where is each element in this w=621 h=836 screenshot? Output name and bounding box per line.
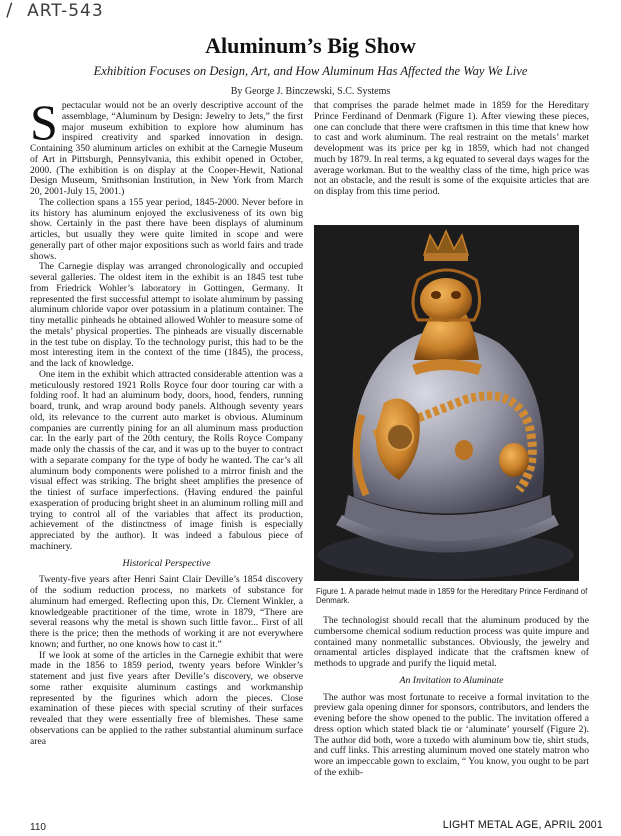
handwritten-annotation [0, 0, 104, 22]
figure-caption: Figure 1. A parade helmut made in 1859 for the Hereditary Prince Ferdinand of Denmark. [316, 587, 588, 605]
page-number: 110 [30, 822, 46, 833]
paragraph: that comprises the parade helmet made in 1859 for the Hereditary Prince Ferdinand of Denmark (Figure 1). After viewing these pieces, one can conclude that there were craftsmen in this time that knew how to cast and work aluminum. The real restraint on the metals’ market development was its price per kg in 1859, which had not changed much by 1879. In real terms, a kg equated to several days wages for the average workman. But to the wealthy class of the time, high price was not an obstacle, and the result is some of the exquisite articles that are on display from this time period. [314, 100, 589, 197]
section-heading-historical: Historical Perspective [122, 557, 211, 569]
paragraph: The technologist should recall that the aluminum produced by the cumbersome chemical sodium reduction process was quite impure and contained many nonmetallic substances. Obviously, the jewelry and ornamental articles displayed indicate that the craftsmen knew of methods to upgrade and purify the liquid metal. [314, 615, 589, 669]
article-byline: By George J. Binczewski, S.C. Systems [230, 86, 391, 97]
article-title: Aluminum’s Big Show [205, 33, 416, 58]
section-heading-invitation: An Invitation to Aluminate [399, 674, 504, 686]
handwritten-label: ART-543 [27, 1, 104, 21]
left-column [30, 94, 303, 747]
figure-helmet-photo [314, 225, 579, 581]
paragraph: Twenty-five years after Henri Saint Clair Deville’s 1854 discovery of the sodium reduction process, no markets of substance for aluminum had emerged. Reflecting upon this, Dr. Clement Winkler, a knowledgeable practitioner of the time, wrote in 1879, “There are several reasons why the metal is shown such little favor... First of all there is the price; then the methods of working it are not everywhere known; and further, no one knows how to cast it.” [30, 574, 303, 650]
drop-cap: S [30, 94, 58, 150]
article-subtitle: Exhibition Focuses on Design, Art, and How Aluminum Has Affected the Way We Live [93, 64, 528, 78]
paragraph: If we look at some of the articles in the Carnegie exhibit that were made in the 1856 to 1859 period, twenty years before Winkler’s statement and just five years after Deville’s discovery, we observe some rather exquisite aluminum castings and workmanship represented by the figurines which adorn the pieces. Close examination of these pieces with special scrutiny of their surfaces revealed that they were essentially free of blemishes. These same observations can be applied to the rather substantial aluminum surface area [30, 649, 303, 747]
handwritten-mark: \ [0, 0, 19, 22]
paragraph-intro-text: pectacular would not be an overly descriptive account of the assemblage, “Aluminum by Design: Jewelry to Jets,” the first major museum exhibition to explore how aluminum has inspired creativity and sparked innovation in design. Containing 350 aluminum articles on exhibit at the Carnegie Museum of Art in Pittsburgh, Pennsylvania, this exhibit opened in October, 2000. (The exhibition is on display at the Cooper-Hewit, National Design Museum, Smithsonian Institution, in New York from March 20, 2001-July 15, 2001.) [30, 100, 303, 197]
paragraph: One item in the exhibit which attracted considerable attention was a meticulously restored 1921 Rolls Royce four door touring car with a folding roof. It had an aluminum body, doors, hood, fenders, running board, trunk, and wrap around body panels. Although seventy years old, its relevance to the current auto market is obvious. Aluminum companies are currently pining for an all aluminum mass production car. In the early part of the 20th century, the Rolls Royce Company made only the chassis of the car, and it was up to the buyer to contract with a separate company for the type of body he wanted. The car’s all aluminum body components were polished to a mirror finish and the visual effect was striking. The bright sheet amplifies the presence of the tiniest of surface imperfections. (Having endured the painful exasperation of producing bright sheet in an aluminum rolling mill and trying to control all of the variables that affect its production, achievement of the distinctness of image finish is especially appreciated by the author). It was indeed a fabulous piece of machinery. [30, 368, 303, 552]
right-column-bottom [314, 616, 589, 779]
paragraph: The author was most fortunate to receive a formal invitation to the preview gala opening dinner for sponsors, contributors, and lenders the evening before the show opened to the public. The invitation offered a dress option which stated black tie or ‘aluminate’ yourself (Figure 2). The author did both, wore a tuxedo with aluminum bow tie, shirt studs, and cuff links. This arresting aluminum moved one stately matron who wore an impeccable gown to exclaim, “ You know, you ought to be part of the exhib- [314, 691, 589, 778]
paragraph-intro [30, 94, 303, 198]
right-column-top [314, 101, 589, 198]
journal-footer: LIGHT METAL AGE, APRIL 2001 [442, 819, 603, 831]
paragraph: The collection spans a 155 year period, 1845-2000. Never before in its history has aluminum enjoyed the exclusiveness of its own big show. Certainly in the past there have been displays of aluminum articles, but usually they were quite limited in scope and were generally part of other major expositions such as world fairs and trade shows. [30, 196, 303, 262]
paragraph: The Carnegie display was arranged chronologically and occupied several galleries. The oldest item in the exhibit is an 1845 test tube from Friedrick Wohler’s laboratory in Gottingen, Germany. It represented the first successful attempt to isolate aluminum by passing aluminum chloride vapor over potassium in a platinum container. The tiny metallic pinheads he obtained allowed Wohler to measure some of the metals’ physical properties. The pinheads are visually discernable in the test tube on display. To the technology purist, this had to be the most interesting item in the context of the time (1845), the process, and the lack of knowledge. [30, 261, 303, 369]
helmet-illustration [314, 225, 579, 581]
